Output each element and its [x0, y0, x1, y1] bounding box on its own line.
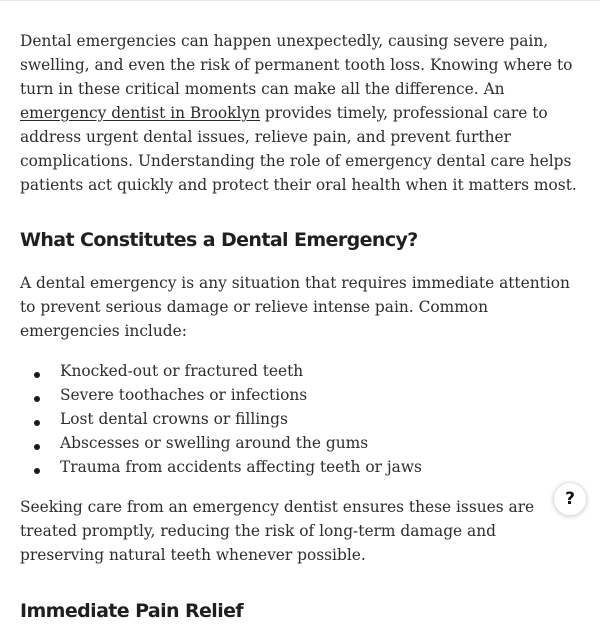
section-lead-paragraph: A dental emergency is any situation that requires immediate attention to prevent serious damage or relieve intense pain. Common emergencies include: [20, 274, 570, 340]
emergency-dentist-link[interactable]: emergency dentist in Brooklyn [20, 104, 260, 122]
emergency-list [20, 359, 580, 479]
article-body [20, 29, 580, 625]
list-item [20, 455, 580, 479]
intro-text-start: Dental emergencies can happen unexpectedly, causing severe pain, swelling, and even the risk of permanent tooth loss. Knowing where to turn in these critical moments can make all the difference. An [20, 32, 573, 98]
intro-text-end: provides timely, professional care to address urgent dental issues, relieve pain, and prevent further complications. Understanding the role of emergency dental care helps patients act quickly and protect their oral health when it matters most. [20, 104, 577, 194]
bullet-icon [34, 444, 40, 450]
top-divider [0, 0, 600, 1]
intro-paragraph [20, 29, 580, 197]
section-heading-dental-emergency: What Constitutes a Dental Emergency? [20, 229, 418, 251]
list-item [20, 431, 580, 455]
bullet-icon [34, 420, 40, 426]
list-item [20, 383, 580, 407]
question-mark-icon: ? [565, 488, 575, 509]
outro-paragraph: Seeking care from an emergency dentist ensures these issues are treated promptly, reducing the risk of long-term damage and preserving natural teeth whenever possible. [20, 498, 535, 564]
bullet-icon [34, 396, 40, 402]
list-item-text: Lost dental crowns or fillings [60, 410, 288, 428]
list-item [20, 359, 580, 383]
bullet-icon [34, 372, 40, 378]
bullet-icon [34, 468, 40, 474]
list-item-text: Severe toothaches or infections [60, 386, 308, 404]
list-item-text: Trauma from accidents affecting teeth or jaws [60, 458, 422, 476]
help-button[interactable] [553, 482, 587, 516]
list-item-text: Knocked-out or fractured teeth [60, 362, 304, 380]
list-item [20, 407, 580, 431]
list-item-text: Abscesses or swelling around the gums [60, 434, 369, 452]
section-heading-pain-relief: Immediate Pain Relief [20, 600, 244, 622]
